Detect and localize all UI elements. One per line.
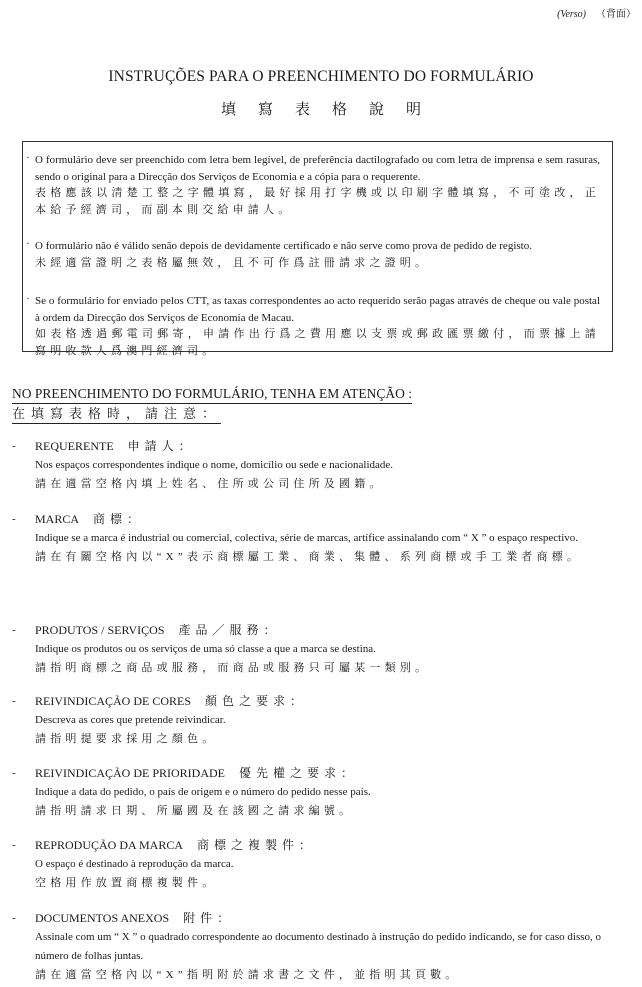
notice-text-cn: 表格應該以清楚工整之字體填寫，最好採用打字機或以印刷字體填寫，不可塗改，正本給予經濟司，而副本則交給申請人。: [35, 187, 600, 216]
item-heading: REIVINDICAÇÃO DE CORES: [35, 694, 191, 708]
list-item: [12, 764, 612, 821]
dash-icon: -: [12, 839, 16, 851]
item-text-cn: 請在適當空格內填上姓名、住所或公司住所及國籍。: [35, 478, 385, 490]
verso-label-cn: （背面）: [596, 9, 636, 20]
list-item: [12, 437, 612, 494]
notice-paragraph: [26, 238, 600, 271]
item-heading: REPRODUÇÃO DA MARCA: [35, 838, 184, 852]
item-text-cn: 請在適當空格內以“X”指明附於請求書之文件，並指明其頁數。: [35, 969, 461, 981]
item-heading-cn: 顏色之要求：: [205, 694, 308, 708]
list-item: [12, 621, 612, 678]
item-text-pt: Indique se a marca é industrial ou comercial, colectiva, série de marcas, artífice assinalando com “ X ” o espaço respectivo.: [35, 532, 579, 544]
item-text-cn: 請指明請求日期、所屬國及在該國之請求編號。: [35, 805, 355, 817]
item-text-pt: Assinale com um “ X ” o quadrado correspondente ao documento destinado à instrução do pedido indicando, se for caso disso, o número de folhas juntas.: [35, 931, 602, 962]
dash-icon: -: [12, 440, 16, 452]
item-text-cn: 請指明提要求採用之顏色。: [35, 733, 218, 745]
item-text-pt: Nos espaços correspondentes indique o nome, domicílio ou sede e nacionalidade.: [35, 459, 394, 471]
dash-icon: -: [12, 912, 16, 924]
bullet-icon: ·: [26, 238, 30, 250]
item-heading: REQUERENTE: [35, 439, 114, 453]
page-marker: [557, 5, 636, 20]
item-heading: REIVINDICAÇÃO DE PRIORIDADE: [35, 766, 225, 780]
dash-icon: -: [12, 695, 16, 707]
item-heading: MARCA: [35, 512, 80, 526]
verso-label: (Verso): [557, 9, 586, 20]
notice-text-cn: 如表格透過郵電司郵寄，申請作出行爲之費用應以支票或郵政匯票繳付，而票據上請寫明收款人爲澳門經濟司。: [35, 328, 600, 357]
item-heading-cn: 商標：: [93, 512, 145, 526]
dash-icon: -: [12, 767, 16, 779]
list-item: [12, 692, 612, 749]
dash-icon: -: [12, 624, 16, 636]
item-text-pt: Indique a data do pedido, o país de origem e o número do pedido nesse país.: [35, 786, 371, 798]
item-heading: PRODUTOS / SERVIÇOS: [35, 623, 165, 637]
list-item: [12, 836, 612, 893]
item-text-cn: 請在有關空格內以“X”表示商標屬工業、商業、集體、系列商標或手工業者商標。: [35, 551, 583, 563]
item-text-pt: O espaço é destinado à reprodução da marca.: [35, 858, 234, 870]
item-text-pt: Descreva as cores que pretende reivindicar.: [35, 714, 226, 726]
page-title: INSTRUÇÕES PARA O PREENCHIMENTO DO FORMULÁRIO: [108, 68, 534, 85]
dash-icon: -: [12, 513, 16, 525]
bullet-icon: ·: [26, 152, 30, 164]
item-heading-cn: 申請人：: [127, 439, 196, 453]
item-text-cn: 空格用作放置商標複製件。: [35, 877, 218, 889]
list-item: [12, 510, 612, 567]
section-heading: [12, 384, 412, 424]
section-heading-pt: NO PREENCHIMENTO DO FORMULÁRIO, TENHA EM ATENÇÃO :: [12, 384, 412, 404]
item-heading-cn: 商標之複製件：: [197, 838, 317, 852]
notice-text-pt: Se o formulário for enviado pelos CTT, as taxas correspondentes ao acto requerido serão pagas através de cheque ou vale postal à ordem da Direcção dos Serviços de Economia de Macau.: [35, 295, 600, 324]
bullet-icon: ·: [26, 293, 30, 305]
item-heading-cn: 優先權之要求：: [239, 766, 359, 780]
item-text-pt: Indique os produtos ou os serviços de uma só classe a que a marca se destina.: [35, 643, 376, 655]
notice-paragraph: [26, 152, 600, 218]
item-heading: DOCUMENTOS ANEXOS: [35, 911, 170, 925]
item-heading-cn: 產品／服務：: [178, 623, 281, 637]
section-heading-cn: 在填寫表格時，請注意：: [12, 404, 221, 424]
notice-text-cn: 未經適當證明之表格屬無效，且不可作爲註冊請求之證明。: [35, 256, 431, 269]
item-heading-cn: 附件：: [183, 911, 235, 925]
notice-text-pt: O formulário não é válido senão depois de devidamente certificado e não serve como prova de pedido de registo.: [35, 240, 532, 252]
page-title-cn: 填寫表格說明: [220, 102, 443, 118]
notice-box: [22, 141, 613, 357]
list-item: [12, 909, 612, 985]
notice-text-pt: O formulário deve ser preenchido com letra bem legível, de preferência dactilografado ou com letra de imprensa e sem rasuras, sendo o original para a Direcção dos Serviços de Economia e a cópia para o requerente.: [35, 154, 600, 183]
item-text-cn: 請指明商標之商品或服務，而商品或服務只可屬某一類別。: [35, 662, 431, 674]
notice-paragraph: [26, 293, 600, 359]
